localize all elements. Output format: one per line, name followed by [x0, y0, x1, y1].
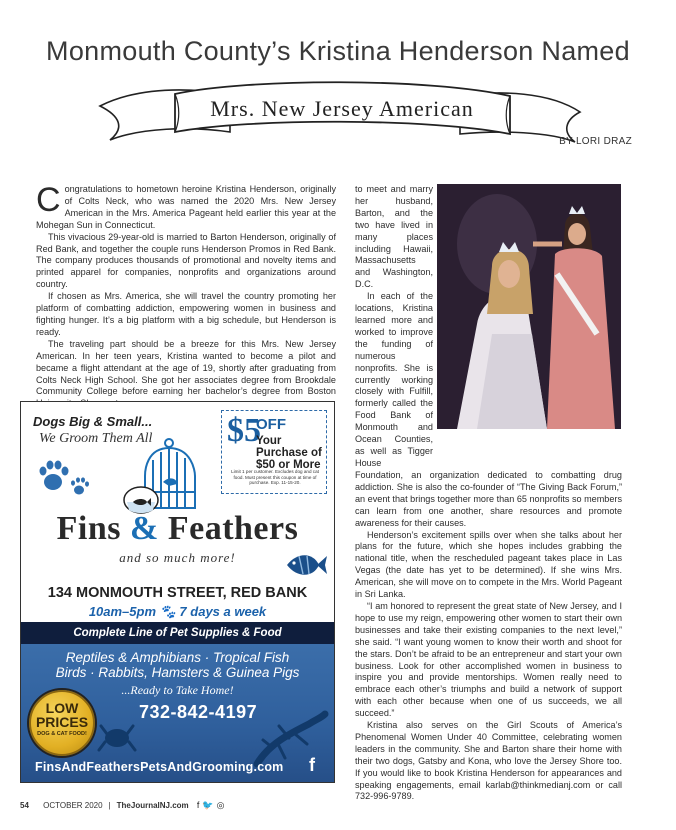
ad-website-link[interactable]: FinsAndFeathersPetsAndGrooming.com — [35, 760, 284, 774]
ribbon-graphic — [80, 76, 600, 150]
banner-text: Mrs. New Jersey American — [210, 96, 474, 121]
instagram-icon[interactable]: ◎ — [216, 800, 228, 810]
paragraph-4: The traveling part should be a breeze for this Mrs. New Jersey American. In her teen years, Kristina wanted to become a pilot and became a flight attendant at the age of 19, shortly after graduating from Colts Neck High School. She got her associates degree from Brookdale Community College before earning her bachelor’s degree from Boston — [36, 338, 336, 397]
kristina-crowning-photo — [437, 184, 621, 429]
brand-word-feathers: Feathers — [167, 510, 299, 547]
ribbon-banner — [80, 76, 600, 150]
tropical-fish-icon — [283, 550, 327, 580]
page-footer: 54 OCTOBER 2020 | TheJournalNJ.com f🐦◎ — [20, 800, 228, 810]
low-prices-badge — [29, 690, 95, 756]
paragraph-3: If chosen as Mrs. America, she will travel the country promoting her platform of combatting addiction, empowering women in business and fighting hunger. It’s a big platform with a big schedule, but Henderson is ready. — [36, 291, 336, 337]
article-column-1 — [36, 181, 336, 410]
coupon-amount: $5 — [227, 412, 261, 449]
drop-cap: C — [36, 181, 61, 219]
ad-birds: Birds · Rabbits, Hamsters & Guinea Pigs — [55, 665, 300, 680]
paragraph-2: This vivacious 29-year-old is married to Barton Henderson, originally of Red Bank, and together the couple runs Henderson Promos in Red Bank. The company produces thousands of promotional and novelty items and printed apparel for companies, nonprofits and organizations around country. — [36, 231, 336, 290]
facebook-icon[interactable]: f — [196, 800, 203, 810]
photo-illustration — [437, 184, 621, 429]
ad-dogs-text: Dogs Big & Small... — [33, 414, 153, 429]
ad-ready-text: ...Ready to Take Home! — [121, 683, 234, 697]
ad-phone-number[interactable]: 732-842-4197 — [139, 702, 258, 722]
ad-top-section — [21, 402, 334, 580]
article-column-2 — [355, 184, 433, 470]
social-icons — [197, 800, 228, 811]
paragraph-6: In each of the locations, Kristina learned more and worked to improve the funding of numerous nonprofits. She is currently working closely with Fulfill, formerly called the Food Bank of Monmouth and Ocean Counties, as well as Tigger House — [355, 291, 433, 468]
ad-address: 134 MONMOUTH STREET, RED BANK — [47, 585, 308, 601]
coupon-fine-print: Limit 1 per customer. Excludes dog and cat food. Must present this coupon at time of purchase. Exp. 11-15-20. — [231, 469, 319, 485]
ad-animals — [21, 650, 334, 680]
facebook-icon[interactable]: f — [309, 755, 315, 775]
paw-prints-icon — [35, 456, 91, 500]
paragraph-7: Foundation, an organization dedicated to combatting drug addiction. She is also the co-founder of “The Giving Back Forum,” an event that brings together more than 65 nonprofits so members can learn from one another, share resources and promote awareness for their causes. — [355, 470, 622, 528]
site-url[interactable]: TheJournalNJ.com — [116, 801, 189, 810]
page-number: 54 — [20, 801, 29, 810]
brand-word-fins: Fins — [56, 510, 121, 547]
badge-low-prices: LOW PRICES — [35, 700, 89, 730]
birdcage-fishbowl-icon — [119, 436, 215, 516]
coupon-purchase: Your Purchase of $50 or More — [256, 435, 322, 471]
ad-blue-section — [21, 644, 334, 782]
headline: Monmouth County’s Kristina Henderson Named — [46, 36, 630, 66]
paragraph-1: ongratulations to hometown heroine Kristina Henderson, originally of Colts Neck, who was named the 2020 Mrs. New Jersey American in the Mrs. America Pageant held earlier this year at the Mohegan Sun in Connecticut. — [36, 184, 336, 230]
article-column-3 — [355, 470, 622, 803]
paragraph-9: “I am honored to represent the great state of New Jersey, and I hope to use my reign, empowering other women to start their own businesses and take their existing companies to the next level,” she said. “I want young women to know their worth and shoot for the stars. Don’t be afraid to be an entrepreneur and start your own business. Look for other accomplished women in business to inspire you and provide mentorships. Women really need to embrace each other’s triumphs and build a network of support with each other because when one of us succeeds, we all succeed.” — [355, 600, 622, 719]
issue-date: OCTOBER 2020 — [43, 801, 103, 810]
ad-hours: 10am–5pm 🐾 7 days a week — [88, 604, 267, 619]
ad-brand-name — [21, 510, 334, 548]
paragraph-10: Kristina also serves on the Girl Scouts of America’s Phenomenal Women Under 40 Committee, celebrating women leaders in the community. She and Barton share their home with their two dogs, Gatsby and Kona, who love the Jersey Shore too. If you would like to book Kristina Henderson for appearances and speaking engagements, email karlab@thinkmedianj.com or call 732-996-9789. — [355, 720, 622, 802]
ad-tagline: and so much more! — [119, 550, 236, 565]
badge-dog-cat-food: DOG & CAT FOOD! — [37, 731, 87, 737]
ad-complete-line: Complete Line of Pet Supplies & Food — [21, 622, 334, 644]
twitter-icon[interactable]: 🐦 — [202, 800, 217, 810]
ad-reptiles: Reptiles & Amphibians · Tropical Fish — [65, 650, 290, 665]
coupon[interactable] — [221, 410, 327, 494]
fins-and-feathers-ad[interactable] — [20, 401, 335, 783]
ad-groom-text: We Groom Them All — [39, 431, 153, 446]
paragraph-8: Henderson’s excitement spills over when she talks about her plans for the future, which she hopes includes grabbing the national title, when the rescheduled pageant takes place in Las Vegas (the date has yet to be determined). If she wins Mrs. American, she will move on to compete in the Mrs. World Pageant in Sri Lanka. — [355, 529, 622, 600]
paragraph-5: to meet and marry her husband, Barton, and the two have lived in many places including Hawaii, Massachusetts and Washington, D.C. — [355, 184, 433, 290]
coupon-off: OFF — [256, 416, 286, 433]
byline: BY LORI DRAZ — [559, 136, 632, 147]
brand-ampersand: & — [130, 510, 159, 547]
frog-icon — [97, 716, 137, 756]
